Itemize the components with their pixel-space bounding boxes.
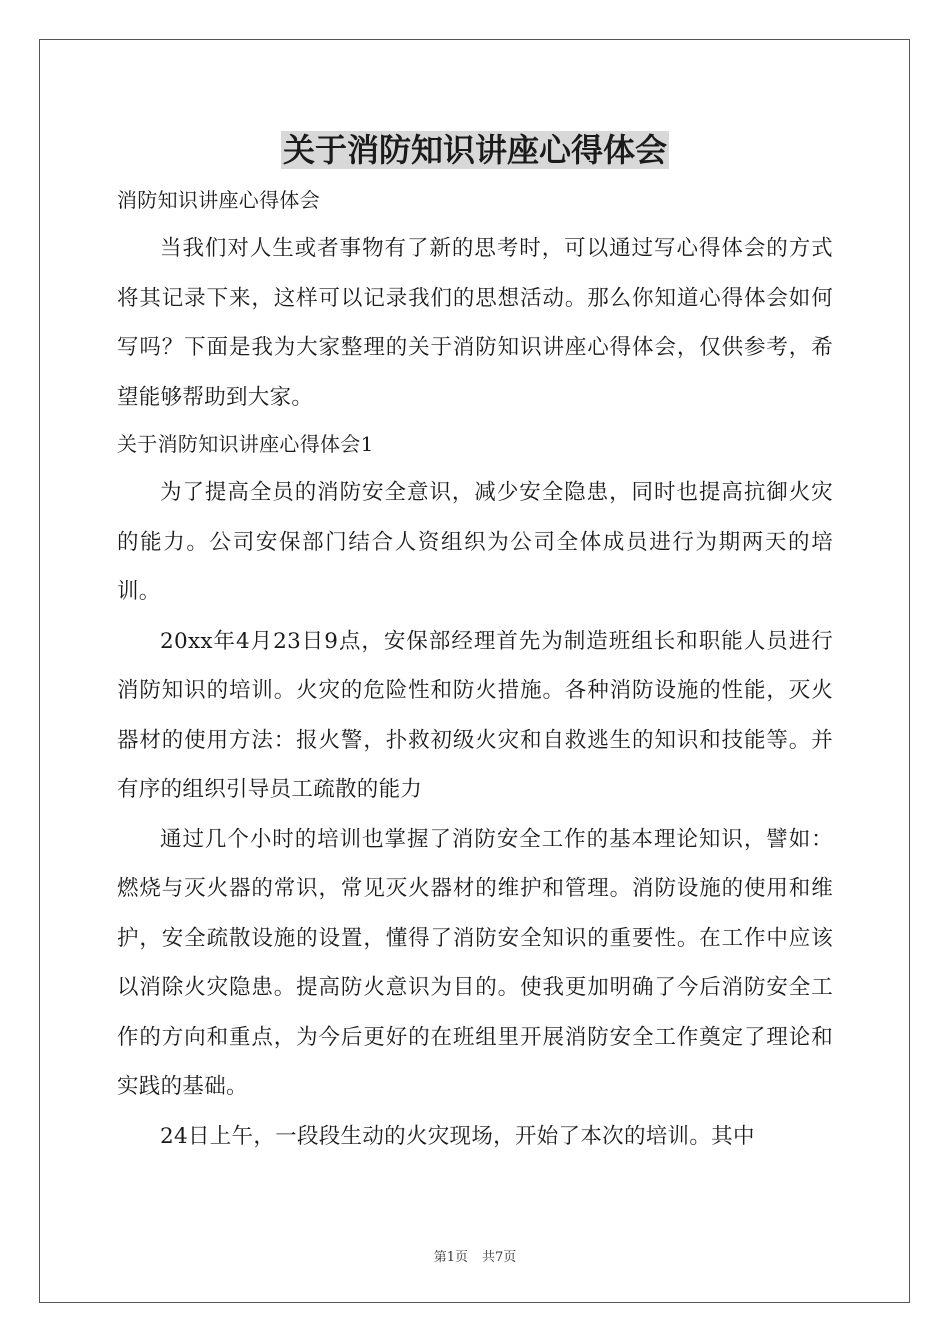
document-title [0,128,950,172]
document-body [117,178,833,1161]
document-title-text: 关于消防知识讲座心得体会 [282,131,667,169]
intro-paragraph: 当我们对人生或者事物有了新的思考时，可以通过写心得体会的方式将其记录下来，这样可以记录我们的思想活动。那么你知道心得体会如何写吗？下面是我为大家整理的关于消防知识讲座心得体会，仅供参考，希望能够帮助到大家。 [117,236,833,410]
section-heading: 关于消防知识讲座心得体会1 [117,432,374,456]
document-subtitle: 消防知识讲座心得体会 [117,188,320,212]
body-paragraph: 通过几个小时的培训也掌握了消防安全工作的基本理论知识，譬如：燃烧与灭火器的常识，常见灭火器材的维护和管理。消防设施的使用和维护，安全疏散设施的设置，懂得了消防安全知识的重要性。在工作中应该以消除火灾隐患。提高防火意识为目的。使我更加明确了今后消防安全工作的方向和重点，为今后更好的在班组里开展消防安全工作奠定了理论和实践的基础。 [117,826,833,1099]
body-paragraph: 为了提高全员的消防安全意识，减少安全隐患，同时也提高抗御火灾的能力。公司安保部门结合人资组织为公司全体成员进行为期两天的培训。 [117,480,833,604]
body-paragraph: 24日上午，一段段生动的火灾现场，开始了本次的培训。其中 [160,1123,755,1149]
page-footer [0,1246,950,1265]
page-number-total: 共7页 [482,1250,517,1265]
page-number-current: 第1页 [433,1250,468,1265]
body-paragraph: 20xx年4月23日9点，安保部经理首先为制造班组长和职能人员进行消防知识的培训。火灾的危险性和防火措施。各种消防设施的性能，灭火器材的使用方法：报火警，扑救初级火灾和自救逃生的知识和技能等。并有序的组织引导员工疏散的能力 [117,628,833,802]
